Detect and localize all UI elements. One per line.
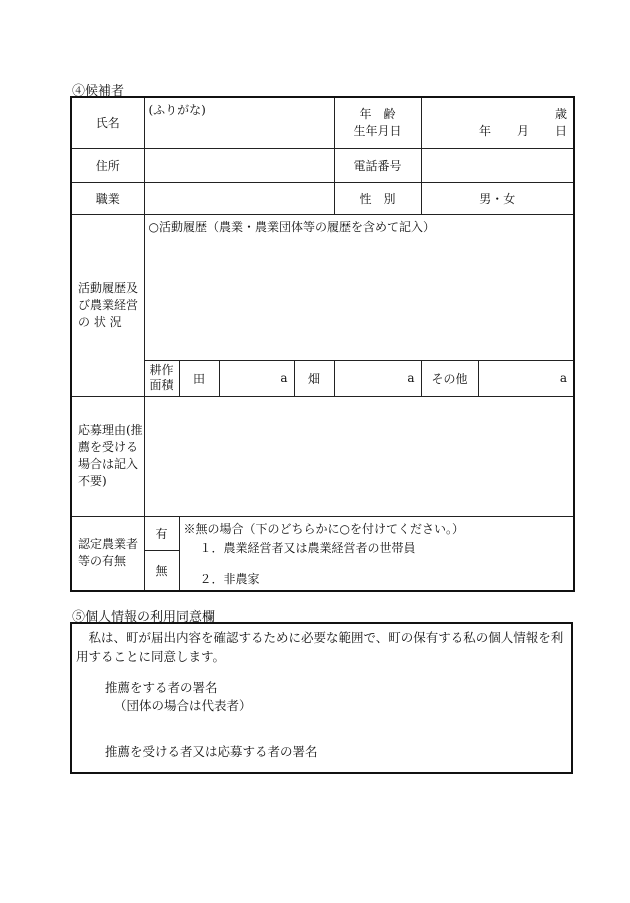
furigana-label: (ふりがな)	[148, 103, 206, 117]
history-field[interactable]	[144, 214, 574, 360]
sig1-label: 推薦をする者の署名	[105, 680, 218, 695]
gender-value[interactable]: 男・女	[421, 182, 574, 214]
birth-label: 生年月日	[353, 123, 402, 138]
rice-unit: a	[280, 371, 288, 385]
age-birth-field[interactable]	[421, 97, 574, 148]
cert-yes[interactable]: 有	[144, 516, 179, 550]
section4-title: ④候補者	[72, 84, 125, 99]
field-unit: a	[407, 371, 415, 385]
name-label: 氏名	[71, 97, 144, 148]
sig2-label: 推薦を受ける者又は応募する者の署名	[105, 744, 318, 759]
rice-label: 田	[179, 360, 219, 396]
consent-box	[70, 622, 573, 774]
field-area-field[interactable]	[334, 360, 421, 396]
consent-text: 私は、町が届出内容を確認するために必要な範囲で、町の保有する私の個人情報を利用することに同意します。	[76, 630, 564, 664]
cert-no[interactable]: 無	[144, 550, 179, 590]
phone-label: 電話番号	[334, 148, 421, 182]
candidate-form-table	[70, 96, 575, 592]
month-label: 月	[516, 123, 529, 138]
job-field[interactable]	[144, 182, 334, 214]
other-label: その他	[421, 360, 478, 396]
age-unit: 歳	[555, 106, 568, 121]
section5-title: ⑤個人情報の利用同意欄	[72, 610, 216, 625]
area-label: 耕作面積	[144, 360, 179, 396]
gender-label: 性 別	[334, 182, 421, 214]
field-label: 畑	[294, 360, 334, 396]
phone-field[interactable]	[421, 148, 574, 182]
other-area-field[interactable]	[478, 360, 574, 396]
name-field[interactable]	[144, 97, 334, 148]
no-note: ※無の場合（下のどちらかに○を付けてください。）	[183, 521, 464, 536]
history-note: ○活動履歴（農業・農業団体等の履歴を含めて記入）	[148, 219, 435, 234]
option2[interactable]: ２．非農家	[199, 571, 260, 586]
age-label: 年 齢	[359, 106, 396, 121]
day-label: 日	[555, 123, 568, 138]
sig1-note: （団体の場合は代表者）	[114, 698, 252, 713]
rice-area-field[interactable]	[219, 360, 294, 396]
reason-label: 応募理由(推薦を受ける場合は記入不要)	[71, 396, 144, 516]
cert-label: 認定農業者等の有無	[71, 516, 144, 591]
history-label: 活動履歴及び農業経営の 状 況	[71, 214, 144, 396]
address-field[interactable]	[144, 148, 334, 182]
option1[interactable]: １．農業経営者又は農業経営者の世帯員	[199, 540, 416, 555]
address-label: 住所	[71, 148, 144, 182]
other-unit: a	[559, 371, 568, 385]
job-label: 職業	[71, 182, 144, 214]
age-birth-label	[334, 97, 421, 148]
cert-note-area[interactable]	[179, 516, 574, 591]
reason-field[interactable]	[144, 396, 574, 516]
year-label: 年	[478, 123, 491, 138]
